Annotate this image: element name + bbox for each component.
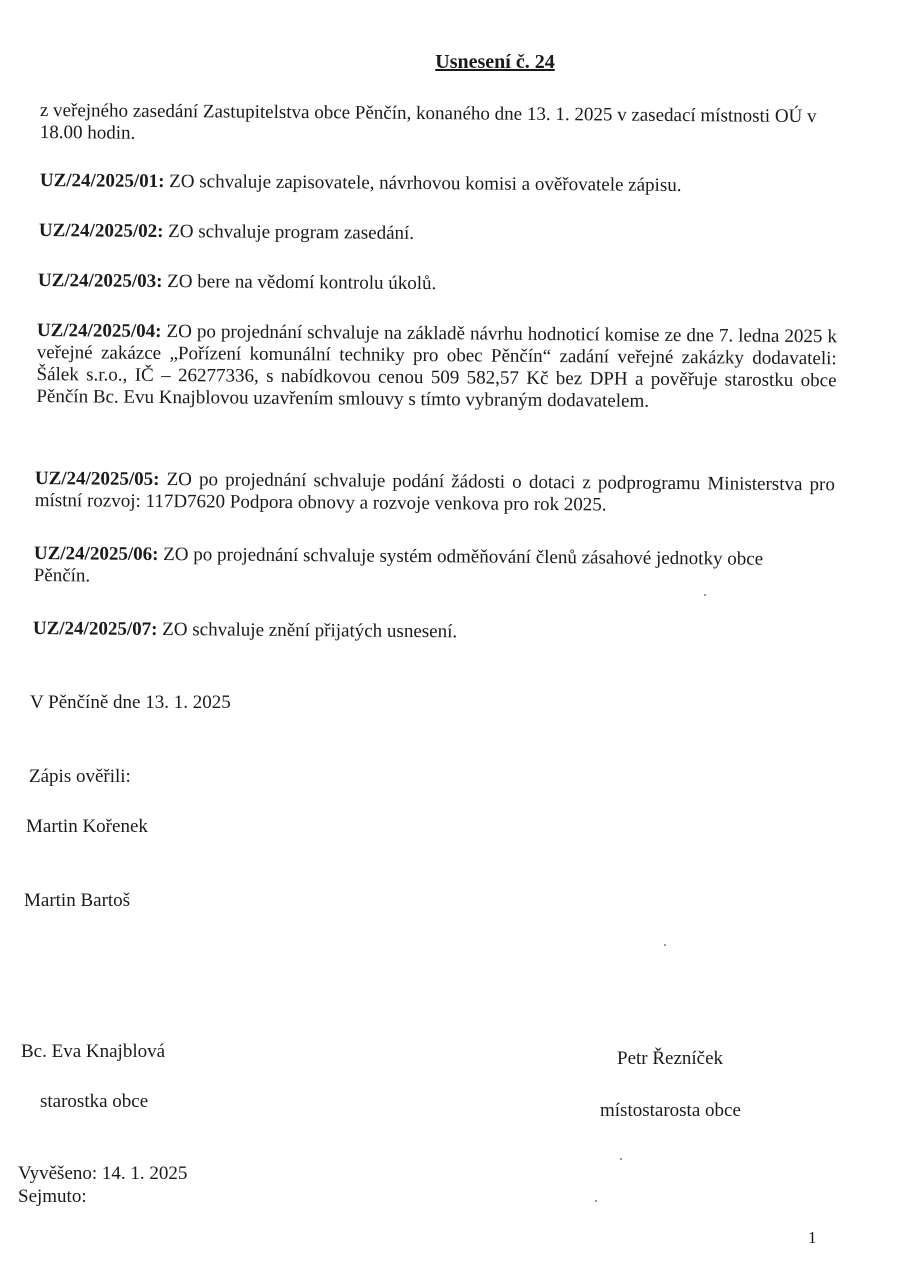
scan-speck — [704, 594, 706, 596]
mayor-name: Bc. Eva Knajblová — [21, 1041, 166, 1062]
resolution-04 — [36, 320, 837, 414]
removed-date: Sejmuto: — [18, 1186, 87, 1207]
resolution-text: ZO po projednání schvaluje na základě návrhu hodnoticí komise ze dne 7. ledna 2025 k veřejné zakázce „Pořízení komunální techniky pro obec Pěnčín“ zadání veřejné zakázky dodavateli: Šálek s.r.o., IČ – 26277336, s nabídkovou cenou 509 582,57 Kč bez DPH a pověřuje starostku obce Pěnčín Bc. Evu Knajblovou uzavřením smlouvy s tímto vybraným dodavatelem. — [36, 321, 837, 412]
intro-paragraph: z veřejného zasedání Zastupitelstva obce Pěnčín, konaného dne 13. 1. 2025 v zasedací místnosti OÚ v 18.00 hodin. — [39, 100, 817, 144]
deputy-mayor-role: místostarosta obce — [600, 1100, 741, 1121]
resolution-05 — [35, 468, 835, 518]
page-number: 1 — [808, 1228, 817, 1247]
resolution-code: UZ/24/2025/06: — [33, 543, 159, 565]
mayor-role: starostka obce — [40, 1091, 149, 1112]
resolution-text: ZO bere na vědomí kontrolu úkolů. — [167, 271, 437, 295]
verifier-1: Martin Kořenek — [26, 816, 148, 837]
deputy-mayor-name: Petr Řezníček — [617, 1048, 724, 1069]
resolution-06 — [34, 543, 824, 593]
scan-speck — [620, 1158, 622, 1160]
document-title: Usnesení č. 24 — [435, 51, 555, 73]
resolution-text: ZO po projednání schvaluje podání žádosti o dotaci z podprogramu Ministerstva pro místní rozvoj: 117D7620 Podpora obnovy a rozvoje venkova pro rok 2025. — [34, 469, 835, 516]
resolution-07 — [33, 618, 833, 646]
scan-speck — [664, 944, 666, 946]
resolution-text: ZO schvaluje program zasedání. — [168, 221, 415, 244]
resolution-code: UZ/24/2025/05: — [34, 468, 160, 490]
resolution-text: ZO schvaluje znění přijatých usnesení. — [162, 619, 458, 643]
resolution-03 — [38, 270, 838, 298]
posted-date: Vyvěšeno: 14. 1. 2025 — [18, 1163, 188, 1184]
resolution-code: UZ/24/2025/02: — [38, 220, 164, 242]
place-date: V Pěnčíně dne 13. 1. 2025 — [30, 692, 231, 713]
resolution-text: ZO schvaluje zapisovatele, návrhovou komisi a ověřovatele zápisu. — [169, 171, 682, 197]
resolution-code: UZ/24/2025/03: — [37, 270, 163, 292]
resolution-text: ZO po projednání schvaluje systém odměňování členů zásahové jednotky obce Pěnčín. — [33, 544, 764, 587]
resolution-01 — [40, 170, 840, 198]
resolution-code: UZ/24/2025/01: — [39, 170, 165, 192]
resolution-code: UZ/24/2025/04: — [36, 320, 162, 342]
resolution-code: UZ/24/2025/07: — [32, 618, 158, 640]
resolution-02 — [39, 220, 839, 248]
verified-label: Zápis ověřili: — [29, 766, 131, 787]
verifier-2: Martin Bartoš — [24, 890, 131, 911]
scan-speck — [595, 1200, 597, 1202]
